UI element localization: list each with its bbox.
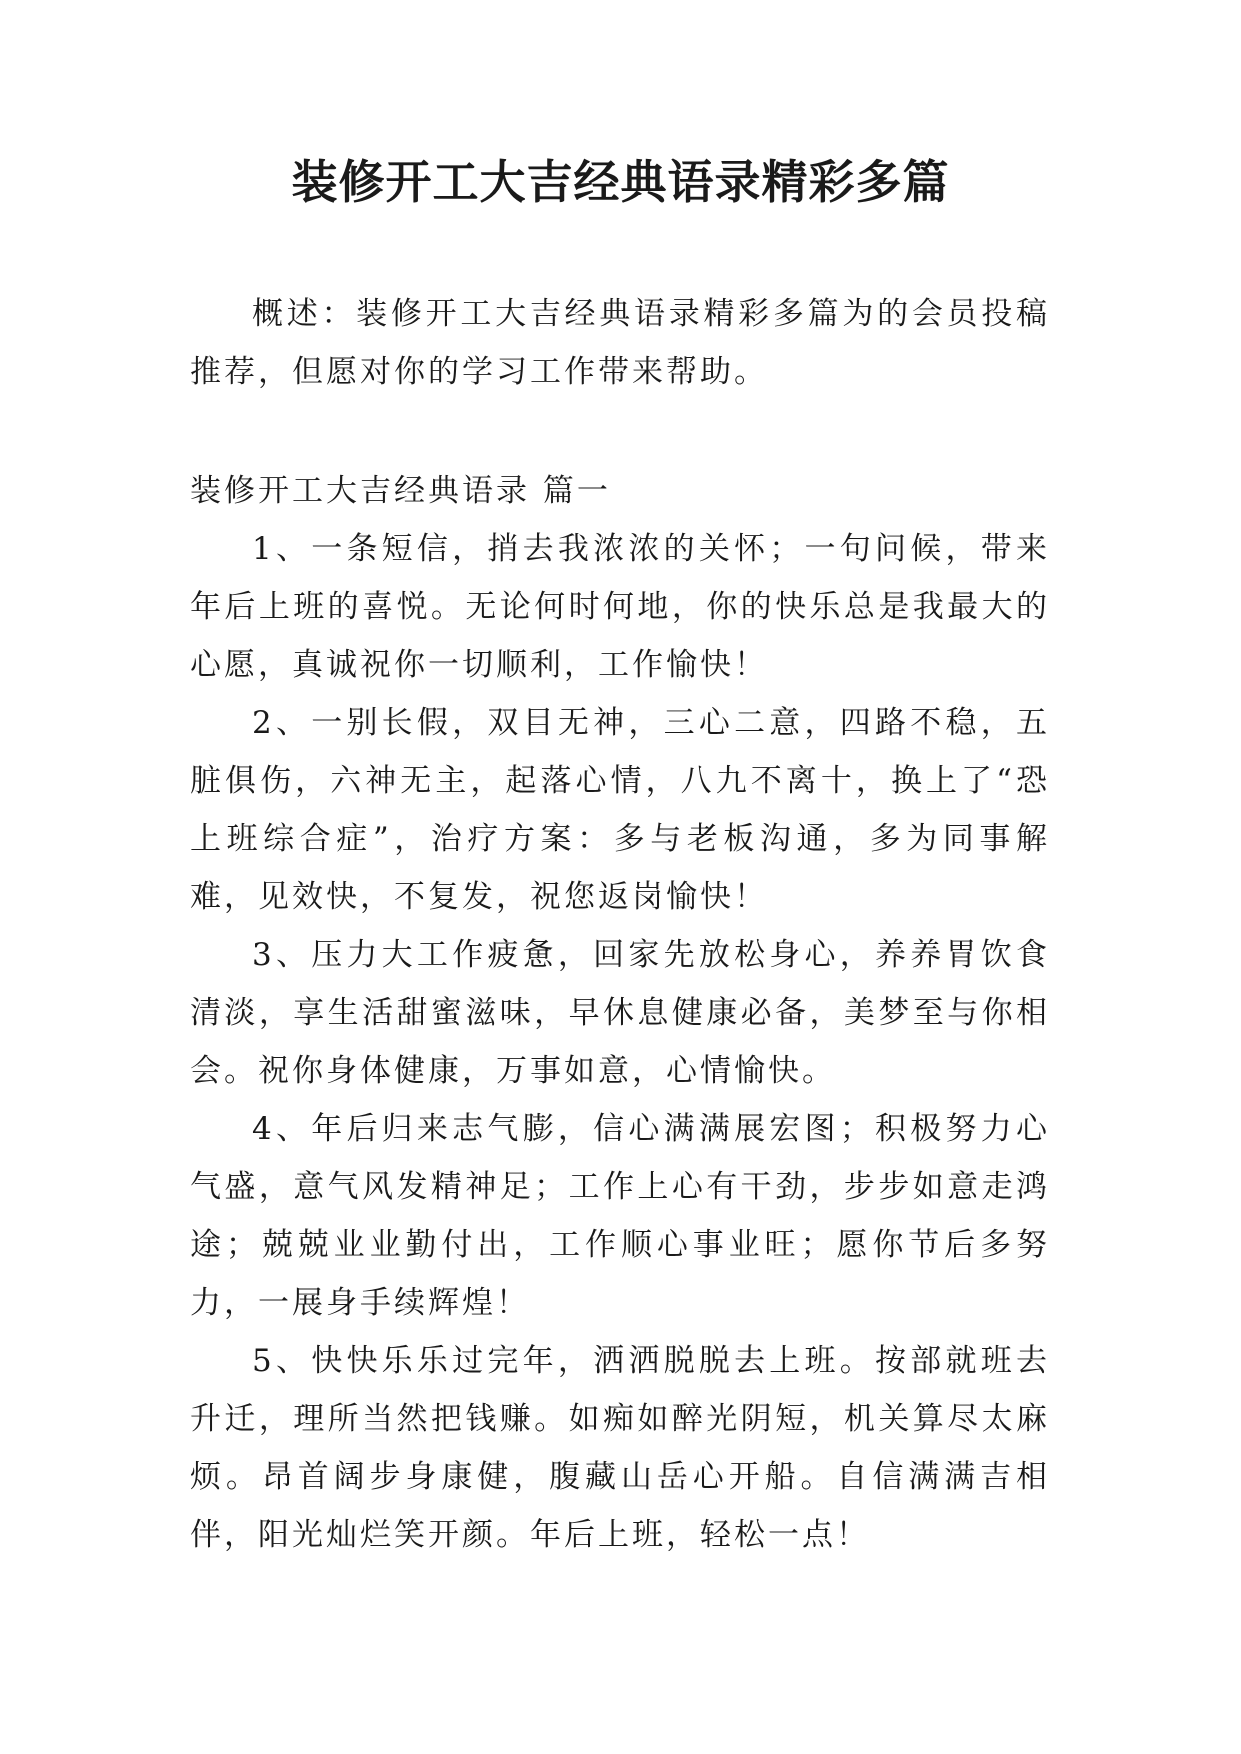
quote-item-5: 5、快快乐乐过完年，洒洒脱脱去上班。按部就班去升迁，理所当然把钱赚。如痴如醉光阴短，机关算尽太麻烦。昂首阔步身康健，腹藏山岳心开船。自信满满吉相伴，阳光灿烂笑开颜。年后上班，轻松一点！: [190, 1343, 1050, 1553]
quote-item-2: 2、一别长假，双目无神，三心二意，四路不稳，五脏俱伤，六神无主，起落心情，八九不离十，换上了“恐上班综合症”，治疗方案：多与老板沟通，多为同事解难，见效快，不复发，祝您返岗愉快！: [190, 705, 1050, 915]
document-title: 装修开工大吉经典语录精彩多篇: [291, 155, 950, 209]
quote-item-1: 1、一条短信，捎去我浓浓的关怀；一句问候，带来年后上班的喜悦。无论何时何地，你的快乐总是我最大的心愿，真诚祝你一切顺利，工作愉快！: [190, 531, 1050, 683]
quote-item-4: 4、年后归来志气膨，信心满满展宏图；积极努力心气盛，意气风发精神足；工作上心有干劲，步步如意走鸿途；兢兢业业勤付出，工作顺心事业旺；愿你节后多努力，一展身手续辉煌！: [190, 1111, 1050, 1321]
section-heading: 装修开工大吉经典语录 篇一: [190, 473, 611, 509]
quote-item-3: 3、压力大工作疲惫，回家先放松身心，养养胃饮食清淡，享生活甜蜜滋味，早休息健康必备，美梦至与你相会。祝你身体健康，万事如意，心情愉快。: [190, 937, 1050, 1089]
quote-list: [190, 520, 1050, 1564]
summary-paragraph: 概述：装修开工大吉经典语录精彩多篇为的会员投稿推荐，但愿对你的学习工作带来帮助。: [190, 296, 1050, 390]
